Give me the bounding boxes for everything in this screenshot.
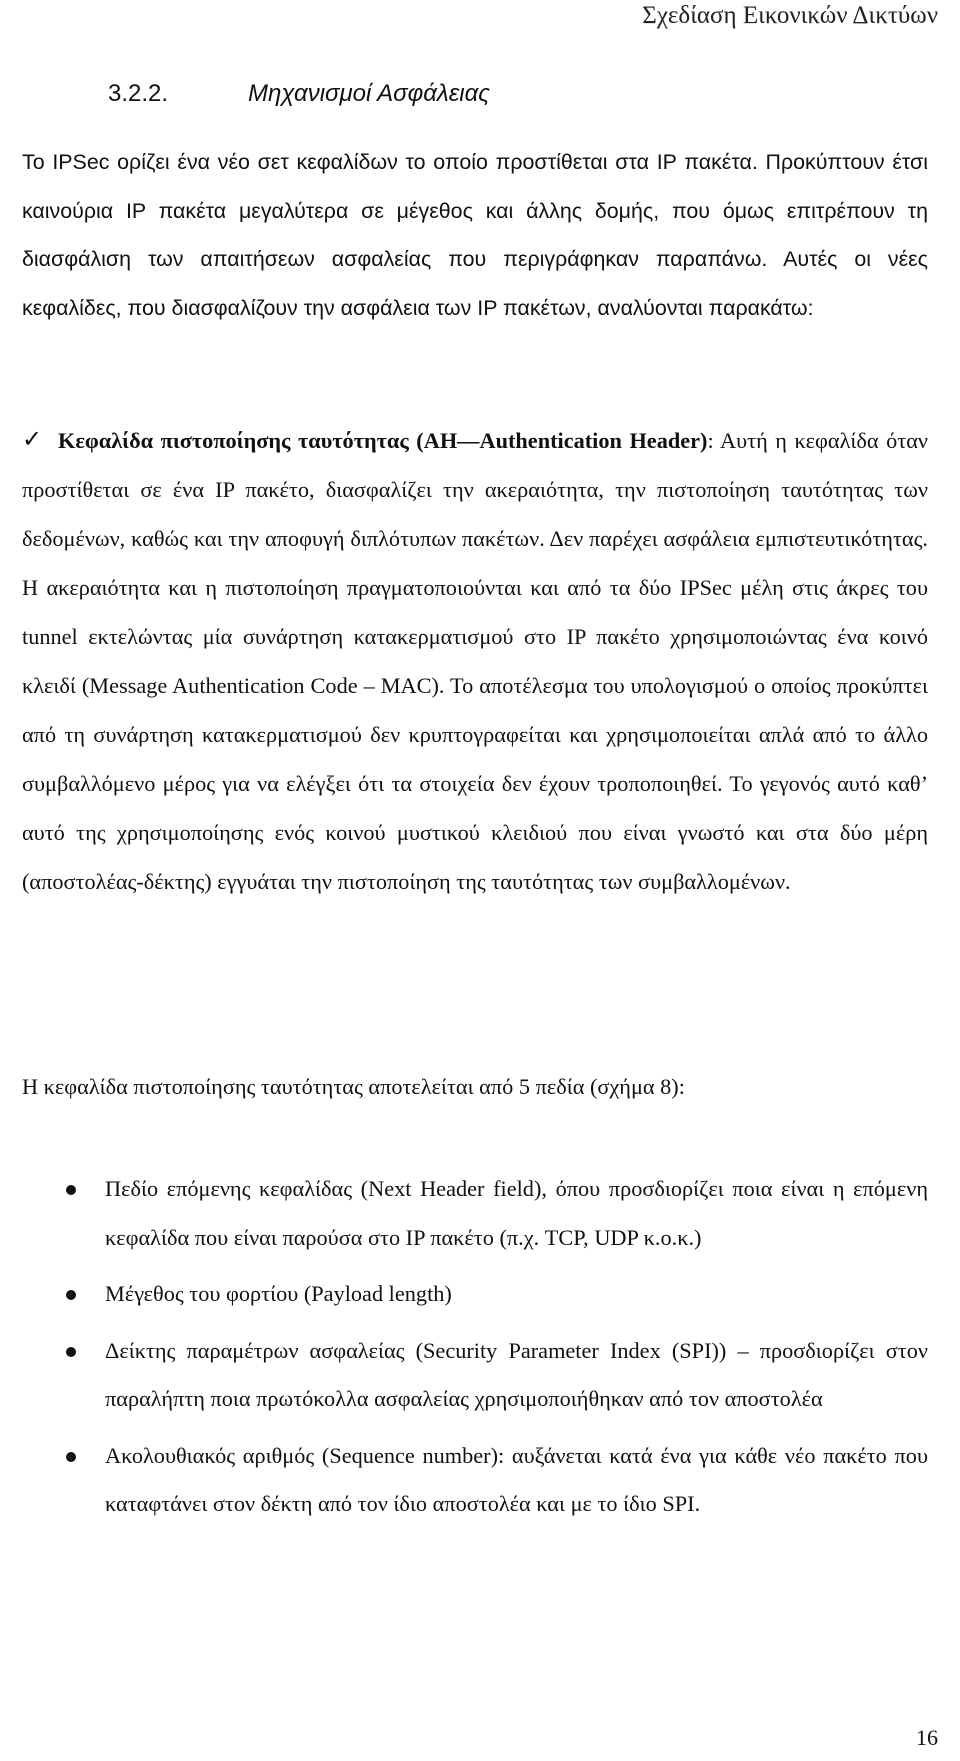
section-title: Μηχανισμοί Ασφάλειας bbox=[248, 80, 490, 107]
list-item bbox=[0, 1327, 928, 1424]
bullet-icon bbox=[66, 1185, 76, 1195]
header-fields-list bbox=[0, 1165, 960, 1529]
list-item-text: Δείκτης παραμέτρων ασφαλείας (Security Parameter Index (SPI)) – προσδιορίζει στον παραλήπτη ποια πρωτόκολλα ασφαλείας χρησιμοποιήθηκαν από τον αποστολέα bbox=[105, 1337, 928, 1411]
bullet-icon bbox=[66, 1347, 76, 1357]
list-item bbox=[0, 1432, 928, 1529]
list-item-text: Ακολουθιακός αριθμός (Sequence number): αυξάνεται κατά ένα για κάθε νέο πακέτο που καταφτάνει στον δέκτη από τον ίδιο αποστολέα και με το ίδιο SPI. bbox=[105, 1442, 928, 1516]
section-heading bbox=[108, 80, 490, 108]
ah-description: : Αυτή η κεφαλίδα όταν προστίθεται σε ένα IP πακέτο, διασφαλίζει την ακεραιότητα, την πιστοποίηση ταυτότητας των δεδομένων, καθώς και την αποφυγή διπλότυπων πακέτων. Δεν παρέχει ασφάλεια εμπιστευτικότητας. Η ακεραιότητα και η πιστοποίηση πραγματοποιούνται και από τα δύο IPSec μέλη στις άκρες του tunnel εκτελώντας μία συνάρτηση κατακερματισμού στο IP πακέτο χρησιμοποιώντας ένα κοινό κλειδί (Message Authentication Code – MAC). Το αποτέλεσμα του υπολογισμού ο οποίος προκύπτει από τη συνάρτηση κατακερματισμού δεν κρυπτογραφείται και χρησιμοποιείται απλά από το άλλο συμβαλλόμενο μέρος για να ελέγξει ότι τα στοιχεία δεν έχουν τροποποιηθεί. Το γεγονός αυτό καθ’ αυτό της χρησιμοποίησης ενός κοινού μυστικού κλειδιού που είναι γνωστό και στα δύο μέρη (αποστολέας-δέκτης) εγγυάται την πιστοποίηση της ταυτότητας των συμβαλλομένων. bbox=[22, 428, 928, 894]
checkmark-icon: ✓ bbox=[22, 427, 43, 453]
running-header: Σχεδίαση Εικονικών Δικτύων bbox=[642, 2, 938, 29]
list-item bbox=[0, 1165, 928, 1262]
page-number: 16 bbox=[916, 1725, 938, 1750]
ah-check-item bbox=[22, 416, 928, 906]
intro-paragraph: Το IPSec ορίζει ένα νέο σετ κεφαλίδων το οποίο προστίθεται στα IP πακέτα. Προκύπτουν έτσι καινούρια IP πακέτα μεγαλύτερα σε μέγεθος και άλλης δομής, που όμως επιτρέπουν τη διασφάλιση των απαιτήσεων ασφαλείας που περιγράφηκαν παραπάνω. Αυτές οι νέες κεφαλίδες, που διασφαλίζουν την ασφάλεια των IP πακέτων, αναλύονται παρακάτω: bbox=[22, 150, 928, 320]
section-number: 3.2.2. bbox=[108, 80, 169, 107]
ah-item-text bbox=[22, 416, 928, 906]
list-item-text: Πεδίο επόμενης κεφαλίδας (Next Header field), όπου προσδιορίζει ποια είναι η επόμενη κεφαλίδα που είναι παρούσα στο IP πακέτο (π.χ. TCP, UDP κ.ο.κ.) bbox=[105, 1176, 928, 1250]
summary-paragraph: Η κεφαλίδα πιστοποίησης ταυτότητας αποτελείται από 5 πεδία (σχήμα 8): bbox=[22, 1074, 685, 1099]
bullet-icon bbox=[66, 1290, 76, 1300]
list-item-text: Μέγεθος του φορτίου (Payload length) bbox=[105, 1281, 452, 1306]
list-item bbox=[0, 1270, 928, 1319]
bullet-icon bbox=[66, 1452, 76, 1462]
ah-term: Κεφαλίδα πιστοποίησης ταυτότητας (AH—Authentication Header) bbox=[58, 428, 708, 453]
